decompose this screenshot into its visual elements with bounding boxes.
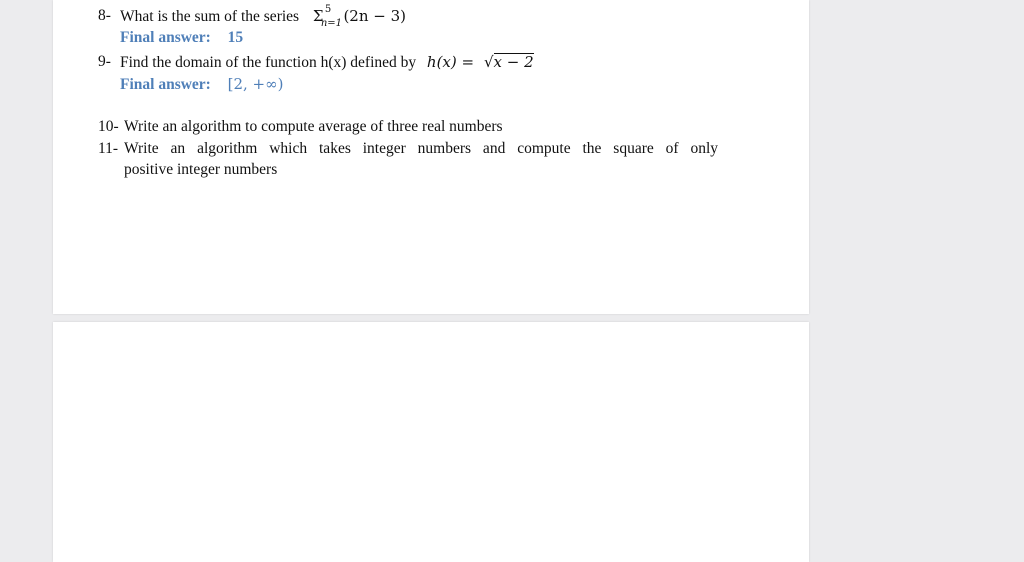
summation-expression [312, 4, 343, 29]
answer-label: Final answer: [120, 29, 211, 46]
question-text-line-2: positive integer numbers [124, 161, 278, 178]
question-text-line-1: Write an algorithm which takes integer numbers and compute the square of only [124, 140, 718, 157]
answer-value: 15 [227, 29, 244, 46]
question-text [120, 53, 534, 72]
sum-upper-limit: 5 [324, 4, 332, 15]
sum-lower-limit: n=1 [320, 18, 343, 29]
question-8-text: What is the sum of the series [120, 8, 300, 25]
function-lhs: h(x) = [426, 53, 475, 71]
question-number: 10- [98, 118, 119, 135]
answer-9 [120, 75, 283, 94]
question-text: Write an algorithm to compute average of three real numbers [124, 118, 503, 135]
sqrt-radicand: x − 2 [493, 53, 534, 71]
answer-value: [2, +∞) [227, 75, 284, 93]
document-page-2 [53, 322, 809, 562]
question-number: 9- [98, 53, 111, 70]
sqrt-symbol: √ [483, 53, 494, 71]
question-9-text: Find the domain of the function h(x) defined by [120, 54, 417, 71]
question-number: 11- [98, 140, 119, 157]
question-text [120, 4, 406, 29]
question-number: 8- [98, 7, 111, 24]
answer-label: Final answer: [120, 76, 211, 93]
answer-8 [120, 29, 243, 47]
sigma-symbol: Σ [312, 7, 324, 25]
sum-body: (2n − 3) [343, 7, 406, 25]
document-page-1 [53, 0, 809, 314]
